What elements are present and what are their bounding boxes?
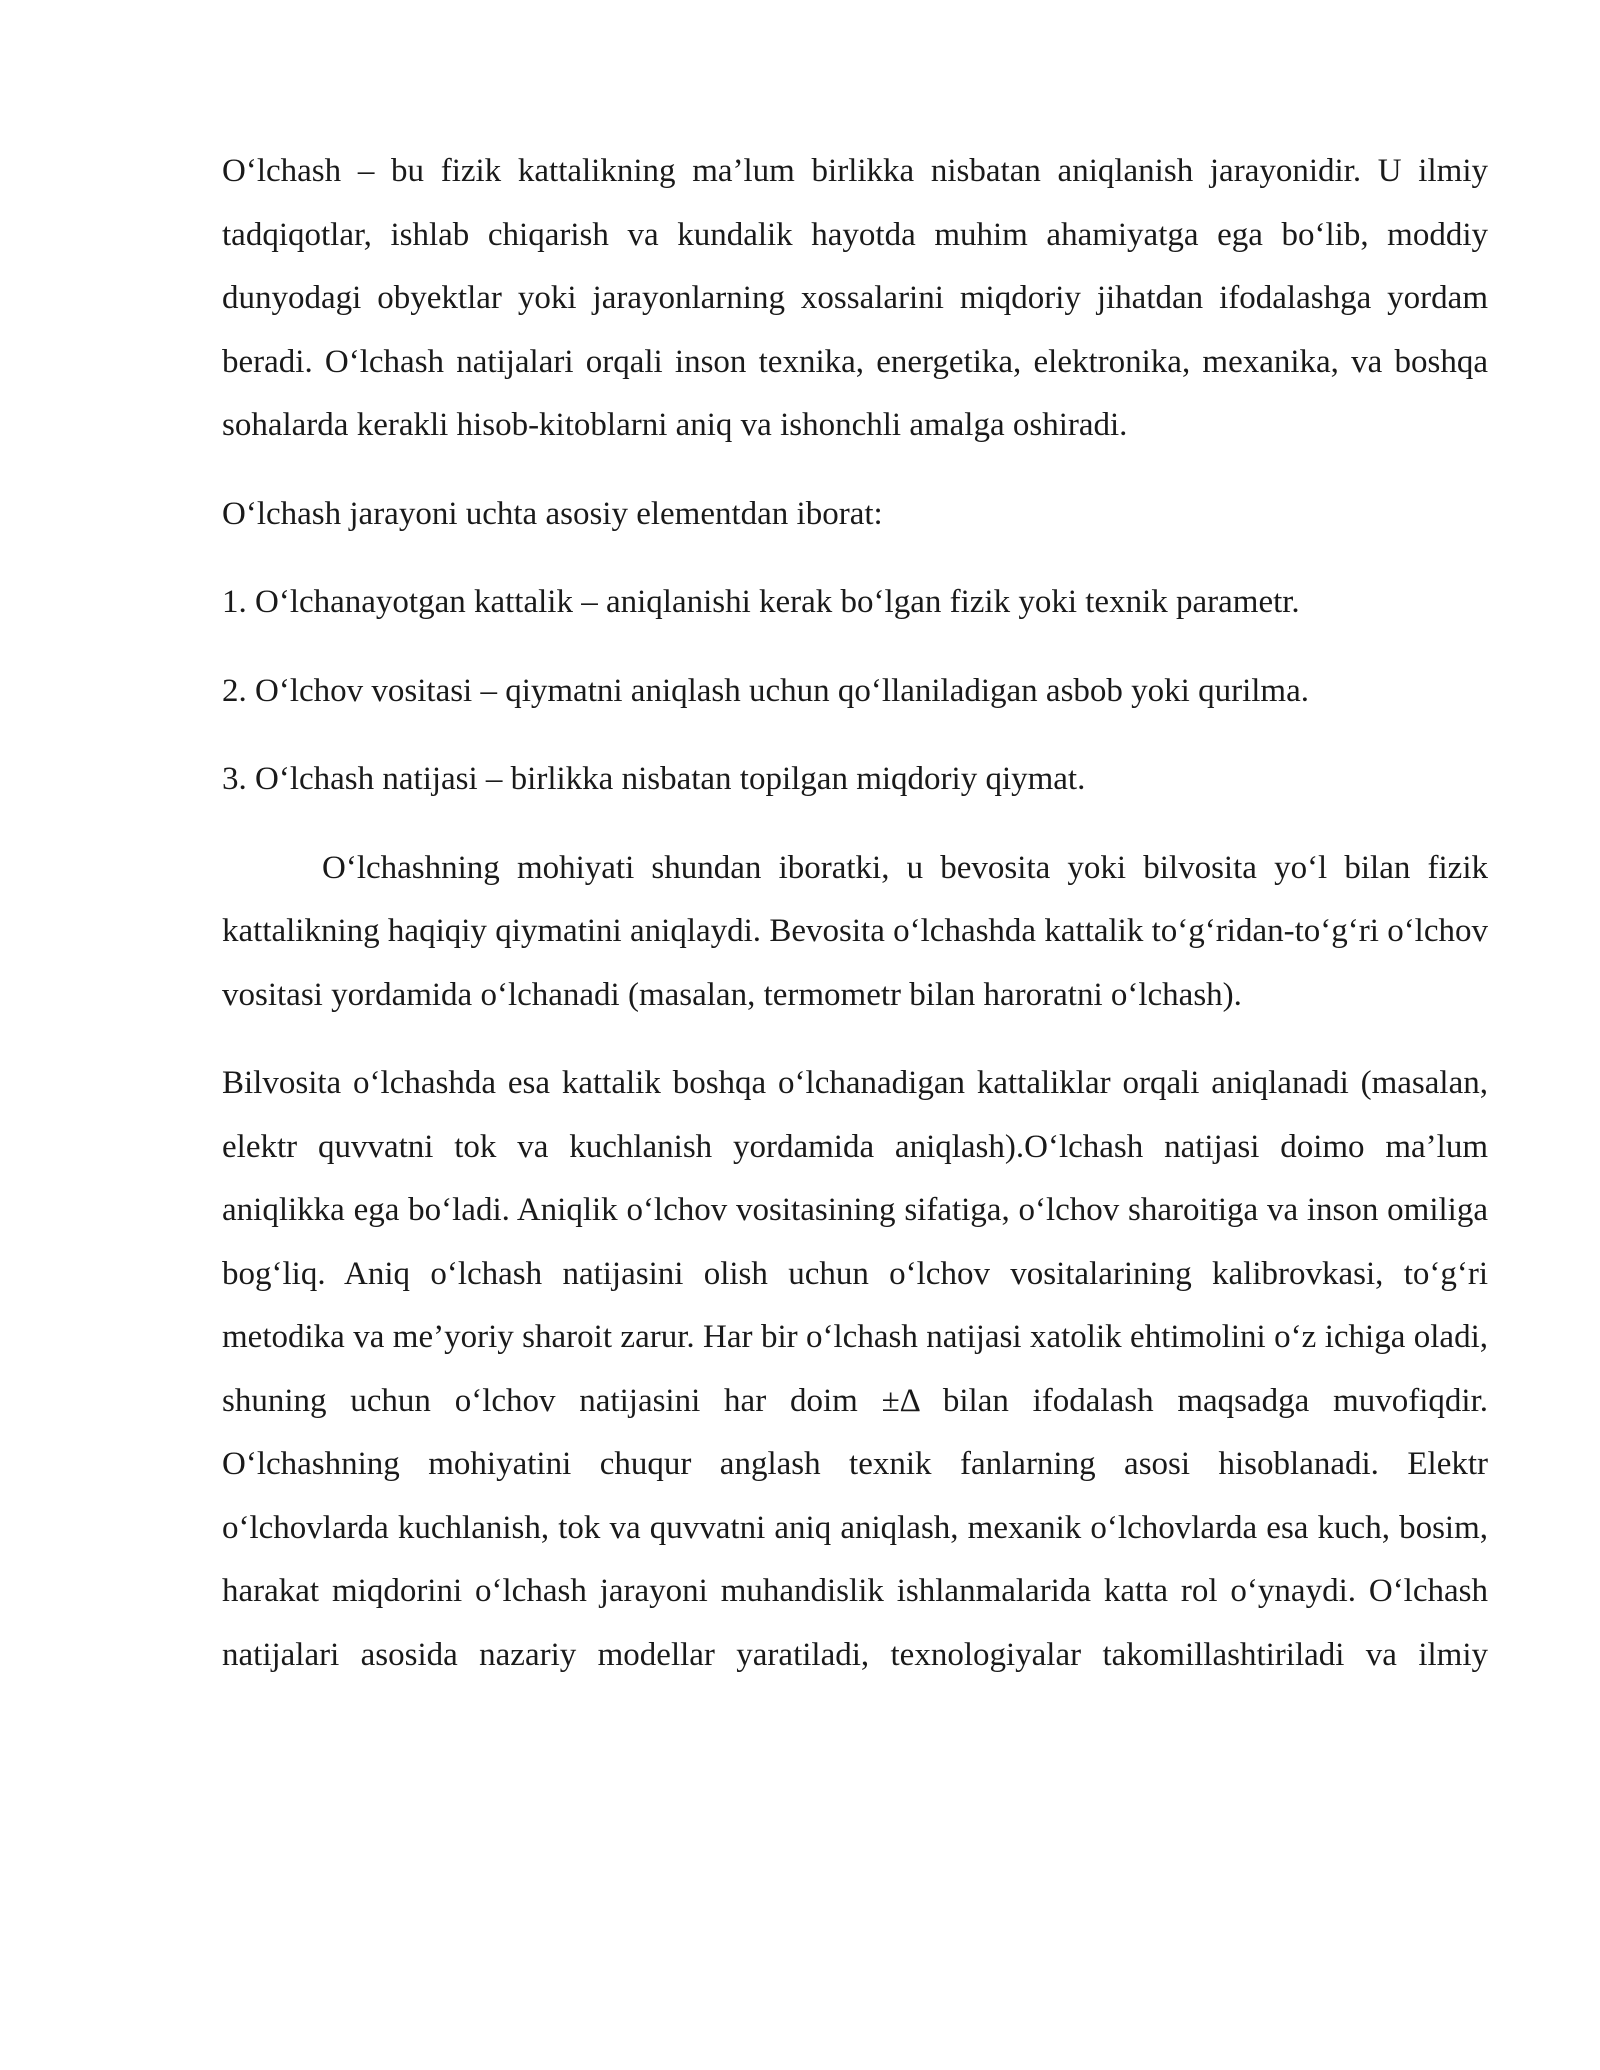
document-page [222, 140, 1488, 1687]
paragraph-essence: O‘lchashning mohiyati shundan iboratki, u bevosita yoki bilvosita yo‘l bilan fizik kattalikning haqiqiy qiymatini aniqlaydi. Bevosita o‘lchashda kattalik to‘g‘ridan-to‘g‘ri o‘lchov vositasi yordamida o‘lchanadi (masalan, termometr bilan haroratni o‘lchash). [222, 849, 1488, 1013]
list-item-1: 1. O‘lchanayotgan kattalik – aniqlanishi kerak bo‘lgan fizik yoki texnik parametr. [222, 584, 1300, 620]
list-item-2: 2. O‘lchov vositasi – qiymatni aniqlash uchun qo‘llaniladigan asbob yoki qurilma. [222, 672, 1309, 709]
paragraph-intro: O‘lchash – bu fizik kattalikning ma’lum birlikka nisbatan aniqlanish jarayonidir. U ilmiy tadqiqotlar, ishlab chiqarish va kundalik hayotda muhim ahamiyatga ega bo‘lib, moddiy dunyodagi obyektlar yoki jarayonlarning xossalarini miqdoriy jihatdan ifodalashga yordam beradi. O‘lchash natijalari orqali inson texnika, energetika, elektronika, mexanika, va boshqa sohalarda kerakli hisob-kitoblarni aniq va ishonchli amalga oshiradi. [222, 153, 1488, 443]
list-item-3: 3. O‘lchash natijasi – birlikka nisbatan topilgan miqdoriy qiymat. [222, 761, 1086, 797]
paragraph-indirect-measurement: Bilvosita o‘lchashda esa kattalik boshqa o‘lchanadigan kattaliklar orqali aniqlanadi (masalan, elektr quvvatni tok va kuchlanish yordamida aniqlash).O‘lchash natijasi doimo ma’lum aniqlikka ega bo‘ladi. Aniqlik o‘lchov vositasining sifatiga, o‘lchov sharoitiga va inson omiliga bog‘liq. Aniq o‘lchash natijasini olish uchun o‘lchov vositalarining kalibrovkasi, to‘g‘ri metodika va me’yoriy sharoit zarur. Har bir o‘lchash natijasi xatolik ehtimolini o‘z ichiga oladi, shuning uchun o‘lchov natijasini har doim ±Δ bilan ifodalash maqsadga muvofiqdir. O‘lchashning mohiyatini chuqur anglash texnik fanlarning asosi hisoblanadi. Elektr o‘lchovlarda kuchlanish, tok va quvvatni aniq aniqlash, mexanik o‘lchovlarda esa kuch, bosim, harakat miqdorini o‘lchash jarayoni muhandislik ishlanmalarida katta rol o‘ynaydi. O‘lchash natijalari asosida nazariy modellar yaratiladi, texnologiyalar takomillashtiriladi va ilmiy [222, 1065, 1488, 1673]
paragraph-elements-heading: O‘lchash jarayoni uchta asosiy elementdan iborat: [222, 495, 883, 532]
